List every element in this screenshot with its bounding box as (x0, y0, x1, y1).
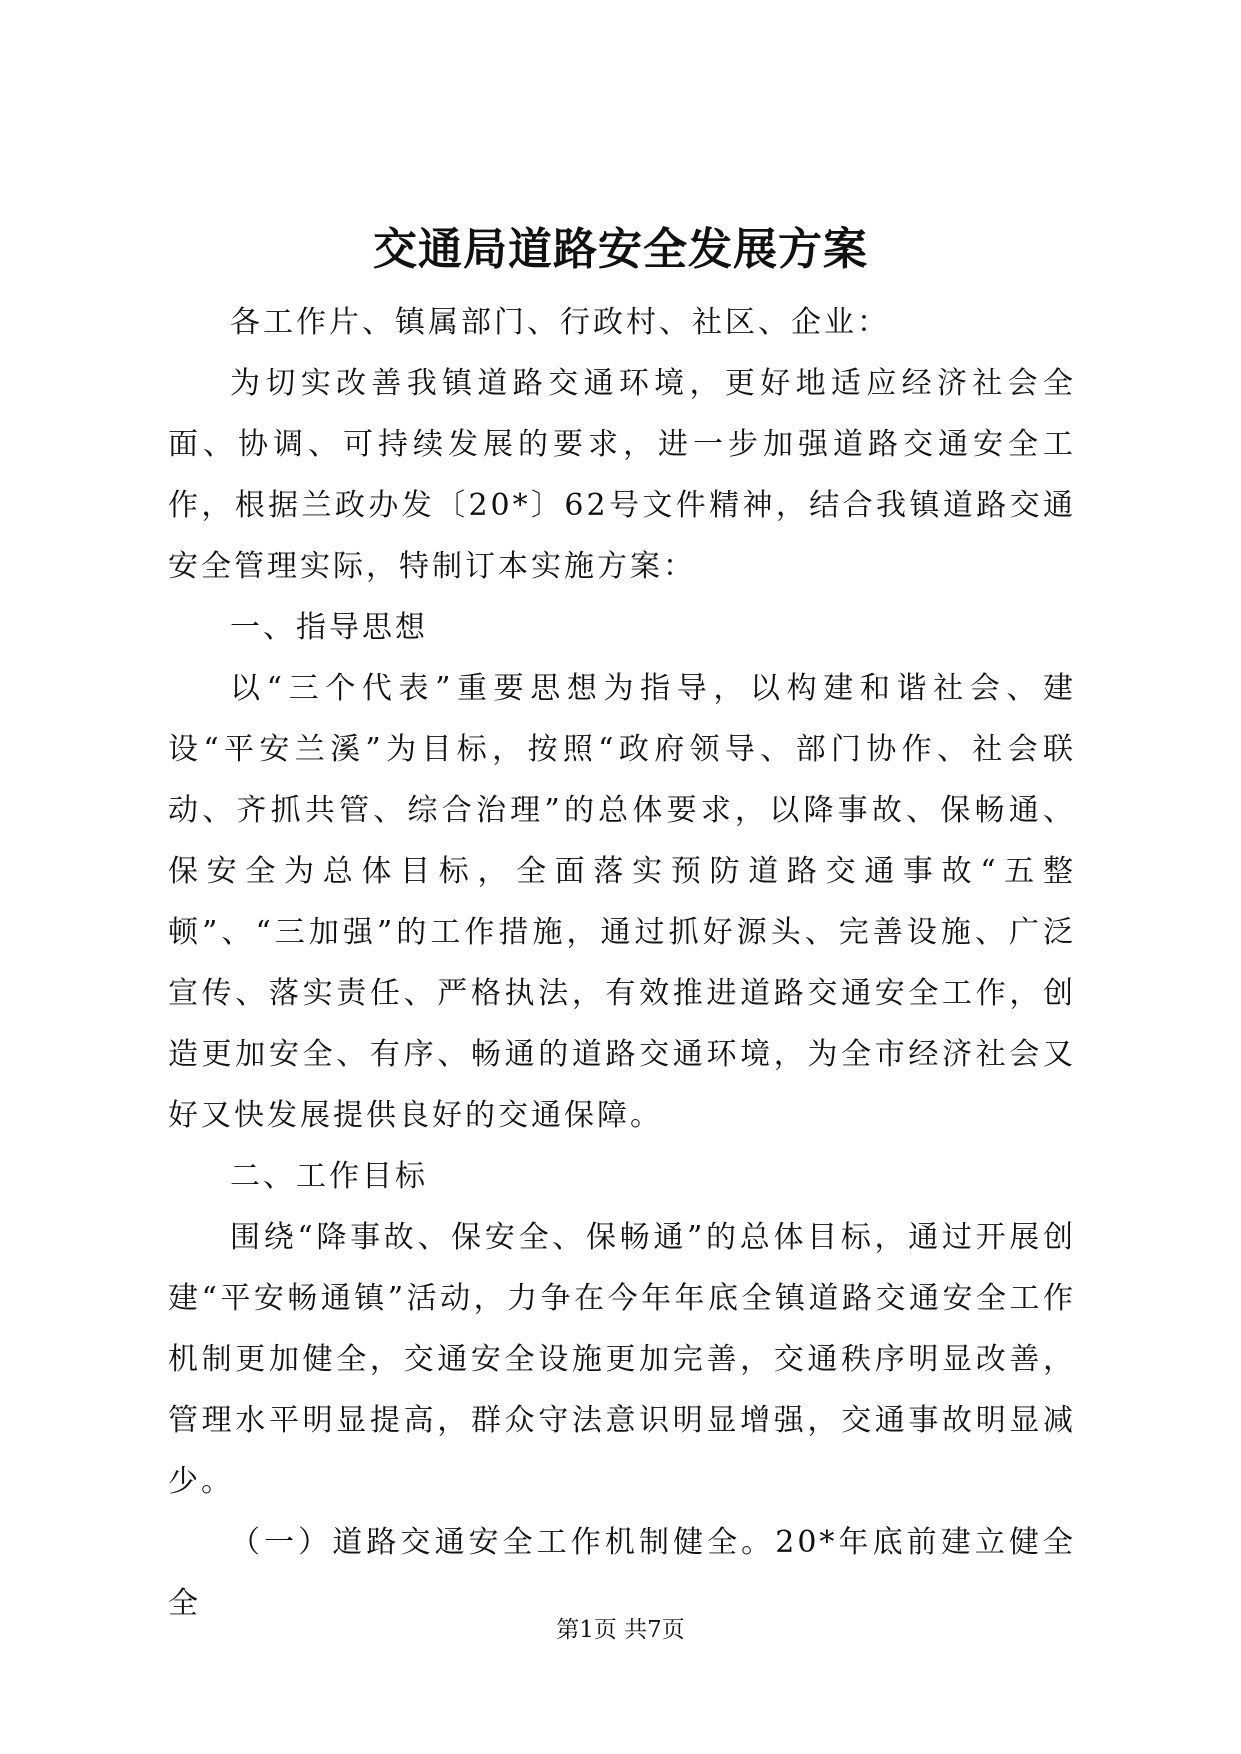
guiding-ideology-paragraph: 以“三个代表”重要思想为指导，以构建和谐社会、建设“平安兰溪”为目标，按照“政府领导、部门协作、社会联动、齐抓共管、综合治理”的总体要求，以降事故、保畅通、保安全为总体目标，全面落实预防道路交通事故“五整顿”、“三加强”的工作措施，通过抓好源头、完善设施、广泛宣传、落实责任、严格执法，有效推进道路交通安全工作，创造更加安全、有序、畅通的道路交通环境，为全市经济社会又好又快发展提供良好的交通保障。 (168, 671, 1076, 1133)
page-number-footer: 第1页 共7页 (556, 1617, 685, 1643)
section-heading-work-goals: 二、工作目标 (230, 1159, 428, 1194)
work-goals-paragraph: 围绕“降事故、保安全、保畅通”的总体目标，通过开展创建“平安畅通镇”活动，力争在今年年底全镇道路交通安全工作机制更加健全，交通安全设施更加完善，交通秩序明显改善，管理水平明显提高，群众守法意识明显增强，交通事故明显减少。 (168, 1220, 1076, 1499)
document-body (168, 292, 1076, 1634)
subsection-mechanism-paragraph: （一）道路交通安全工作机制健全。20*年底前建立健全全 (168, 1525, 1076, 1621)
section-heading-guiding-ideology: 一、指导思想 (230, 610, 428, 645)
intro-paragraph: 为切实改善我镇道路交通环境，更好地适应经济社会全面、协调、可持续发展的要求，进一步加强道路交通安全工作，根据兰政办发〔20*〕62号文件精神，结合我镇道路交通安全管理实际，特制订本实施方案： (168, 366, 1076, 584)
salutation-paragraph: 各工作片、镇属部门、行政村、社区、企业： (230, 305, 890, 340)
document-title: 交通局道路安全发展方案 (373, 224, 868, 275)
